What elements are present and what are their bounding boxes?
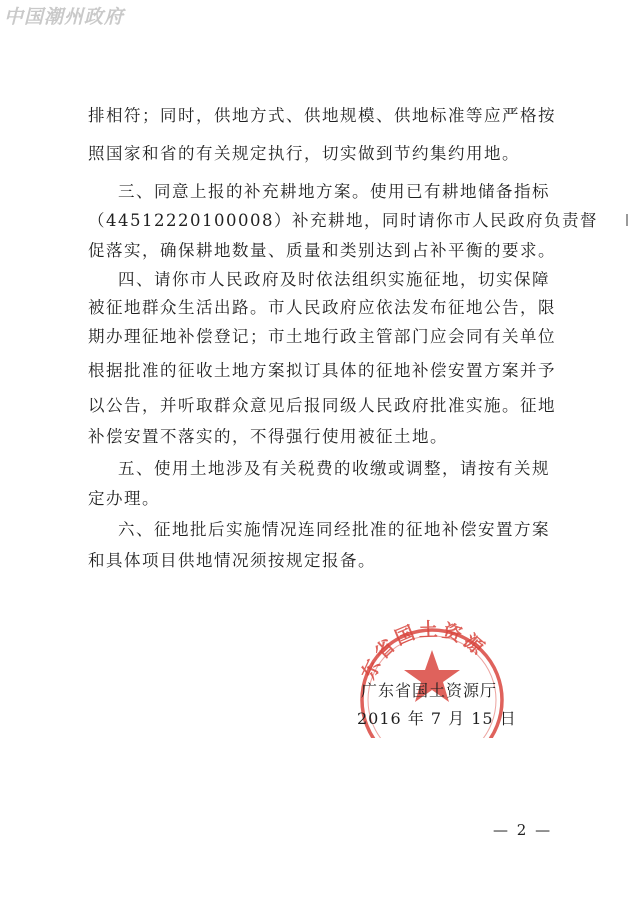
body-line: （44512220100008）补充耕地，同时请你市人民政府负责督 [88, 211, 598, 230]
body-line: 促落实，确保耕地数量、质量和类别达到占补平衡的要求。 [88, 241, 556, 260]
watermark-text: 中国潮州政府 [4, 6, 125, 28]
body-line: 六、征地批后实施情况连同经批准的征地补偿安置方案 [118, 520, 550, 539]
body-line: 四、请你市人民政府及时依法组织实施征地，切实保障 [118, 270, 550, 289]
page-number: — 2 — [493, 821, 553, 839]
body-line: 根据批准的征收土地方案拟订具体的征地补偿安置方案并予 [88, 361, 556, 380]
margin-mark [626, 214, 628, 226]
body-line: 被征地群众生活出路。市人民政府应依法发布征地公告，限 [88, 298, 556, 317]
body-line: 期办理征地补偿登记；市土地行政主管部门应会同有关单位 [88, 327, 556, 346]
signature-date: 2016 年 7 月 15 日 [357, 709, 517, 728]
body-line: 补偿安置不落实的，不得强行使用被征土地。 [88, 427, 448, 446]
seal-text: 东省国土资源 [357, 618, 491, 683]
body-line: 以公告，并听取群众意见后报同级人民政府批准实施。征地 [88, 396, 556, 415]
body-line: 排相符；同时，供地方式、供地规模、供地标准等应严格按 [88, 106, 556, 125]
body-line: 定办理。 [88, 489, 160, 508]
signature-org: 广东省国土资源厅 [361, 681, 498, 700]
body-line: 五、使用土地涉及有关税费的收缴或调整，请按有关规 [118, 459, 550, 478]
body-line: 和具体项目供地情况须按规定报备。 [88, 551, 376, 570]
body-line: 三、同意上报的补充耕地方案。使用已有耕地储备指标 [118, 182, 550, 201]
body-line: 照国家和省的有关规定执行，切实做到节约集约用地。 [88, 144, 520, 163]
